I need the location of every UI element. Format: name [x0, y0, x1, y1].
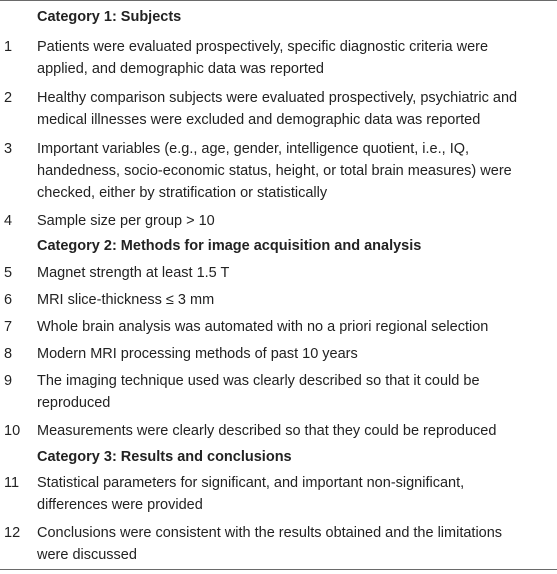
- item-12-line-1: Conclusions were consistent with the results obtained and the limitations: [37, 525, 503, 541]
- table-bottom-rule: [0, 569, 557, 570]
- category-1-heading: Category 1: Subjects: [37, 9, 182, 25]
- item-10-number: 10: [4, 423, 21, 439]
- table-top-rule: [0, 0, 557, 1]
- item-11-number: 11: [4, 475, 20, 491]
- item-1-line-2: applied, and demographic data was reported: [37, 61, 324, 77]
- item-12-line-2: were discussed: [37, 547, 137, 563]
- item-3-line-2: handedness, socio-economic status, height, or total brain measures) were: [37, 163, 512, 179]
- item-6-number: 6: [4, 292, 13, 308]
- item-6-line-1: MRI slice-thickness ≤ 3 mm: [37, 292, 215, 308]
- item-9-line-2: reproduced: [37, 395, 111, 411]
- item-2-line-2: medical illnesses were excluded and demographic data was reported: [37, 112, 481, 128]
- item-7-line-1: Whole brain analysis was automated with no a priori regional selection: [37, 319, 489, 335]
- item-4-number: 4: [4, 213, 13, 229]
- item-11-line-2: differences were provided: [37, 497, 203, 513]
- item-9-number: 9: [4, 373, 13, 389]
- item-3-line-1: Important variables (e.g., age, gender, intelligence quotient, i.e., IQ,: [37, 141, 470, 157]
- item-11-line-1: Statistical parameters for significant, and important non-significant,: [37, 475, 465, 491]
- category-2-heading: Category 2: Methods for image acquisition and analysis: [37, 238, 422, 254]
- item-10-line-1: Measurements were clearly described so that they could be reproduced: [37, 423, 497, 439]
- item-9-line-1: The imaging technique used was clearly described so that it could be: [37, 373, 480, 389]
- item-3-line-3: checked, either by stratification or statistically: [37, 185, 328, 201]
- item-7-number: 7: [4, 319, 13, 335]
- item-2-line-1: Healthy comparison subjects were evaluated prospectively, psychiatric and: [37, 90, 518, 106]
- item-8-line-1: Modern MRI processing methods of past 10 years: [37, 346, 358, 362]
- item-1-number: 1: [4, 39, 13, 55]
- item-5-number: 5: [4, 265, 13, 281]
- item-3-number: 3: [4, 141, 13, 157]
- item-4-line-1: Sample size per group > 10: [37, 213, 215, 229]
- item-8-number: 8: [4, 346, 13, 362]
- category-3-heading: Category 3: Results and conclusions: [37, 449, 292, 465]
- item-1-line-1: Patients were evaluated prospectively, specific diagnostic criteria were: [37, 39, 489, 55]
- item-12-number: 12: [4, 525, 21, 541]
- item-5-line-1: Magnet strength at least 1.5 T: [37, 265, 230, 281]
- item-2-number: 2: [4, 90, 13, 106]
